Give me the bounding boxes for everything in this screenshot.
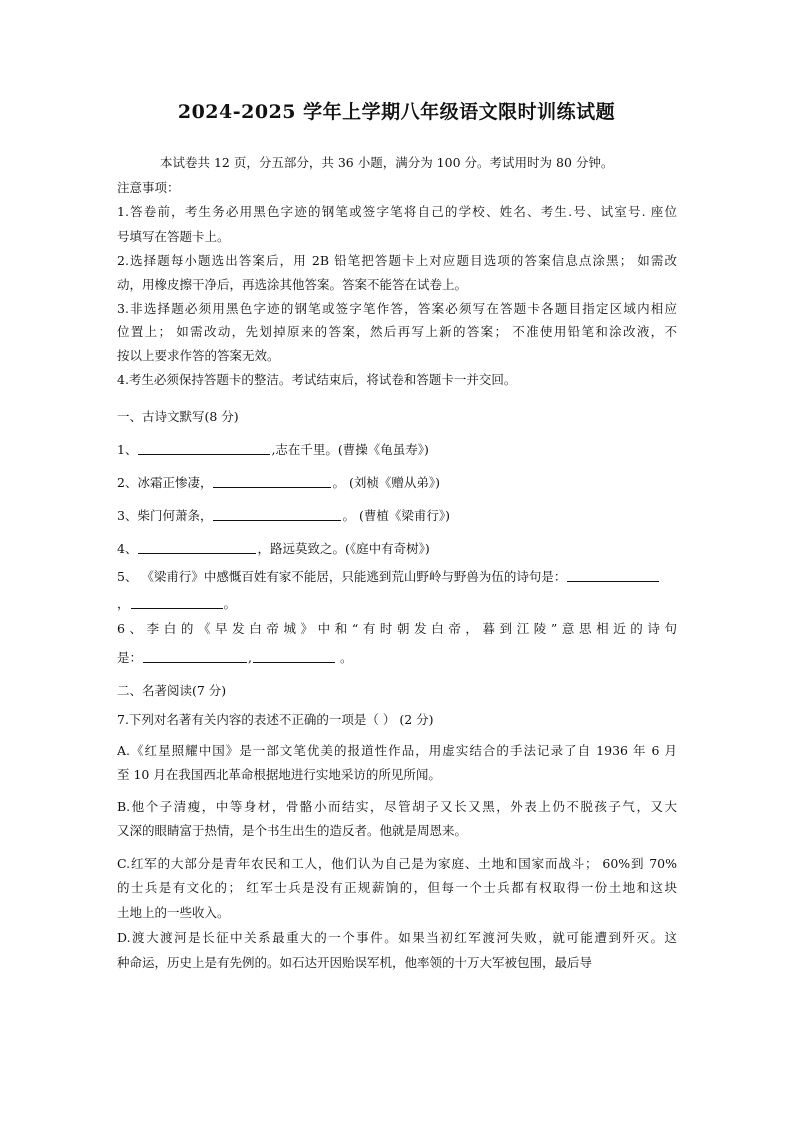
question-5-end: 。 — [223, 596, 237, 611]
question-6-prefix: 是： — [117, 650, 143, 665]
question-4 — [117, 541, 677, 557]
question-4-prefix: 4、 — [117, 541, 138, 556]
question-1-prefix: 1、 — [117, 442, 138, 457]
note-3-line-3: 按以上要求作答的答案无效。 — [117, 348, 280, 363]
question-2-suffix: 。 (刘桢《赠从弟》) — [332, 475, 440, 490]
option-d-line-1: D.渡大渡河是长征中关系最重大的一个事件。如果当初红军渡河失败，就可能遭到歼灭。这 — [117, 930, 677, 945]
question-1 — [117, 442, 677, 458]
question-6-separator: , — [248, 650, 252, 665]
section-1-heading: 一、古诗文默写(8 分) — [117, 409, 239, 424]
note-2-line-2: 动，用橡皮擦干净后，再选涂其他答案。答案不能答在试卷上。 — [117, 277, 468, 292]
option-c-line-3: 土地上的一些收入。 — [117, 905, 230, 920]
notes-heading: 注意事项： — [117, 180, 180, 195]
answer-blank[interactable] — [253, 650, 335, 663]
question-3-suffix: 。 (曹植《梁甫行》) — [342, 508, 450, 523]
answer-blank[interactable] — [213, 508, 341, 521]
answer-blank[interactable] — [143, 650, 247, 663]
note-4: 4.考生必须保持答题卡的整洁。考试结束后，将试卷和答题卡一并交回。 — [117, 372, 517, 387]
question-5-text: 5、 《梁甫行》中感慨百姓有家不能居，只能逃到荒山野岭与野兽为伍的诗句是： — [117, 569, 567, 584]
option-b-line-1: B.他个子清瘦，中等身材，骨骼小而结实，尽管胡子又长又黑，外表上仍不脱孩子气，又大 — [117, 799, 677, 814]
note-3-line-2: 位置上； 如需改动，先划掉原来的答案，然后再写上新的答案； 不准使用铅笔和涂改液，不 — [117, 324, 677, 339]
answer-blank[interactable] — [138, 541, 256, 554]
question-7: 7.下列对名著有关内容的表述不正确的一项是（ ） (2 分) — [117, 712, 434, 727]
exam-title: 2024-2025 学年上学期八年级语文限时训练试题 — [177, 101, 616, 123]
question-5-separator: ， — [117, 596, 130, 611]
question-2 — [117, 475, 677, 491]
note-1-line-1: 1.答卷前，考生务必用黑色字迹的钢笔或签字笔将自己的学校、姓名、考生.号、试室号. 座位 — [117, 204, 677, 219]
question-5 — [117, 569, 677, 585]
option-b-line-2: 又深的眼睛富于热情，是个书生出生的造反者。他就是周恩来。 — [117, 823, 468, 838]
answer-blank[interactable] — [131, 596, 223, 609]
answer-blank[interactable] — [138, 442, 270, 455]
exam-intro: 本试卷共 12 页，分五部分，共 36 小题，满分为 100 分。考试用时为 80 分钟。 — [160, 155, 614, 170]
section-2-heading: 二、名著阅读(7 分) — [117, 683, 227, 698]
option-a-line-2: 至 10 月在我国西北革命根据地进行实地采访的所见所闻。 — [117, 767, 441, 782]
note-1-line-2: 号填写在答题卡上。 — [117, 229, 230, 244]
option-c-line-1: C.红军的大部分是青年农民和工人，他们认为自己是为家庭、土地和国家而战斗； 60%到 70% — [117, 856, 677, 871]
question-3-prefix: 3、柴门何萧条， — [117, 508, 213, 523]
question-2-prefix: 2、冰霜正惨凄， — [117, 475, 213, 490]
option-d-line-2: 种命运，历史上是有先例的。如石达开因贻误军机，他率领的十万大军被包围，最后导 — [117, 955, 593, 970]
question-4-suffix: ，路远莫致之。(《庭中有奇树》) — [257, 541, 430, 556]
answer-blank[interactable] — [213, 475, 331, 488]
option-a-line-1: A.《红星照耀中国》是一部文笔优美的报道性作品，用虚实结合的手法记录了自 1936 年 6 月 — [117, 743, 677, 758]
question-6-continued — [117, 650, 677, 666]
option-c-line-2: 的士兵是有文化的； 红军士兵是没有正规薪饷的，但每一个士兵都有权取得一份土地和这块 — [117, 880, 677, 895]
question-6-end: 。 — [336, 650, 353, 665]
note-2-line-1: 2.选择题每小题选出答案后，用 2B 铅笔把答题卡上对应题目选项的答案信息点涂黑； 如需改 — [117, 253, 677, 268]
question-3 — [117, 508, 677, 524]
question-5-continued — [117, 596, 677, 612]
question-6: 6、李白的《早发白帝城》中和“有时朝发白帝，暮到江陵”意思相近的诗句 — [117, 621, 677, 636]
answer-blank[interactable] — [567, 569, 659, 582]
note-3-line-1: 3.非选择题必须用黑色字迹的钢笔或签字笔作答，答案必须写在答题卡各题目指定区域内相应 — [117, 301, 677, 316]
question-1-suffix: ,志在千里。(曹操《龟虽寿》) — [271, 442, 429, 457]
